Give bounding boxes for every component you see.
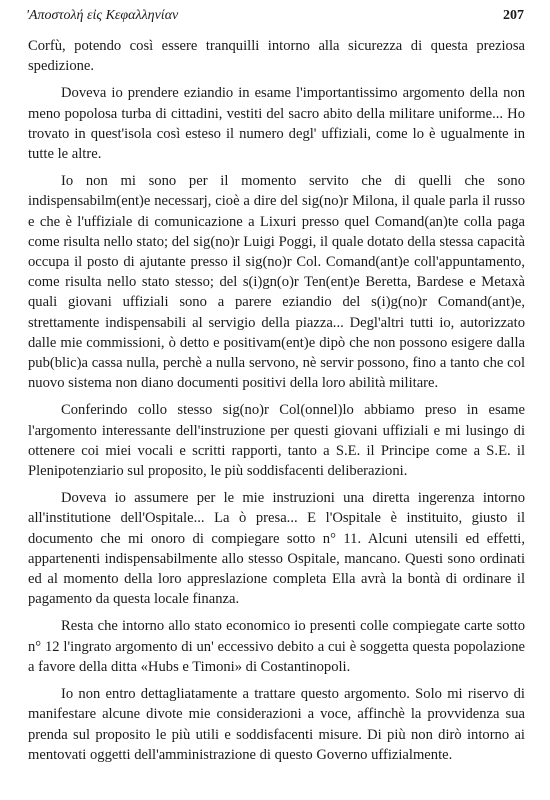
running-title: 'Αποστολή εἰς Κεφαλληνίαν [26,8,179,23]
body-text [28,36,525,772]
paragraph: Io non mi sono per il momento servito che di quelli che sono indispensabilm(ent)e necessarj, cioè a dire del sig(no)r Milona, il quale parla il russo e che è l'uffiziale di comunicazione a Lixuri presso quel Comand(an)te colla paga come risulta nello stato; del sig(no)r Luigi Poggi, il quale dotato della stessa capacità occupa il posto di ajutante presso il sig(no)r Col. Comand(ant)e coll'appuntamento, come risulta nello stato stesso; del s(i)gn(o)r Ten(ent)e Beretta, Bardese e Metaxà quali giovani uffiziali sono a parere eziandio del s(i)g(no)r Comand(ant)e, strettamente indispensabili al servigio della piazza... Degl'altri tutti io, autorizzato dalle mie commissioni, ò detto e positivam(ent)e dipò che non possono esigere dalla pub(blic)a cassa nulla, perchè a nulla servono, nè servir possono, fino a tanto che col nuovo sistema non diano documenti positivi della loro abilità militare. [28,173,525,392]
running-header [26,6,524,26]
page-number: 207 [503,8,524,23]
paragraph: Conferindo collo stesso sig(no)r Col(onnel)lo abbiamo preso in esame l'argomento interessante dell'instruzione per questi giovani uffiziali e mi lusingo di ottenere coi miei vocali e scritti rapporti, tanto a S.E. il Principe come a S.E. il Plenipotenziario sul proposito, le più soddisfacenti deliberazioni. [28,402,525,480]
paragraph: Doveva io prendere eziandio in esame l'importantissimo argomento della non meno popolosa turba di cittadini, vestiti del sacro abito della militare uniforme... Ho trovato in quest'isola così esteso il numero degl' uffiziali, come lo è ugualmente in tutte le altre. [28,85,525,163]
paragraph: Corfù, potendo così essere tranquilli intorno alla sicurezza di questa preziosa spedizione. [28,38,525,75]
paragraph: Io non entro dettagliatamente a trattare questo argomento. Solo mi riservo di manifestare alcune divote mie considerazioni a voce, affinchè la provvidenza sua prenda sul proposito le più utili e soddisfacenti misure. Di più non dirò intorno ai mentovati oggetti dell'amministrazione di questo Governo uffizialmente. [28,686,525,763]
paragraph: Doveva io assumere per le mie instruzioni una diretta ingerenza intorno all'institutione dell'Ospitale... La ò presa... E l'Ospitale è instituito, giusto il documento che mi onoro di compiegare sotto n° 11. Alcuni utensili ed effetti, appartenenti indispensabilmente allo stesso Ospitale, mancano. Questi sono ordinati ed al momento della loro appreslazione completa Ella avrà la bontà di ordinare il pagamento da questa locale finanza. [28,490,525,608]
paragraph: Resta che intorno allo stato economico io presenti colle compiegate carte sotto n° 12 l'ingrato argomento di un' eccessivo debito a cui è soggetta questa popolazione a favore della ditta «Hubs e Timoni» di Costantinopoli. [28,618,525,675]
